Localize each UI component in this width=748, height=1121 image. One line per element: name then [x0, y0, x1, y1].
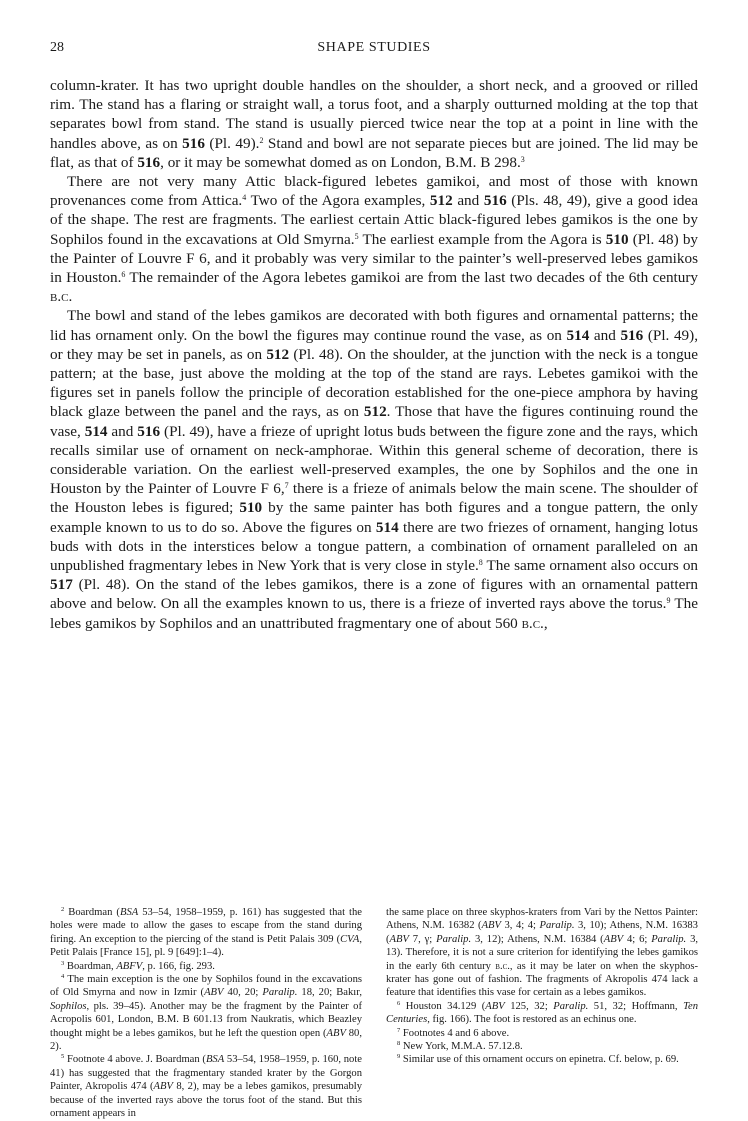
- bold-ref: 510: [239, 499, 263, 517]
- text-run: there are two friezes of ornament, hanging lotus buds with dots in the interstices below a tongue pattern, a combination of ornament paralleled on an unpublished fragmentary lebes in New York that is very close in style.: [50, 518, 698, 575]
- running-head: [50, 40, 698, 62]
- text-run: The remainder of the Agora lebetes gamikoi are from the last two decades of the 6th century: [125, 269, 699, 287]
- text-run: by the same painter has both figures and a tongue pattern, the only example known to us to do so. Above the figures on: [50, 499, 698, 536]
- text-run: 3, 12); Athens, N.M. 16384 (: [471, 933, 604, 945]
- footnote-ref: 6: [121, 270, 126, 280]
- footnote-ref: 5: [61, 1053, 65, 1061]
- italic-text: Ten Centuries: [386, 1000, 698, 1026]
- text-run: , fig. 166). The foot is restored as an echinus one.: [427, 1014, 637, 1026]
- footnotes-right-column: [386, 906, 698, 1067]
- text-run: ,: [543, 614, 548, 632]
- italic-text: ABV: [204, 987, 224, 999]
- body-text: [50, 76, 698, 633]
- footnote-ref: 9: [397, 1053, 401, 1061]
- text-run: 4; 6;: [623, 933, 652, 945]
- italic-text: ABV: [389, 933, 409, 945]
- italic-text: Paralip.: [539, 920, 575, 932]
- text-run: the same place on three skyphos-kraters from Vari by the Nettos Painter: Athens, N.M. 16382 (: [386, 907, 698, 932]
- text-run: Footnote 4 above. J. Boardman (: [64, 1054, 206, 1066]
- footnote-continuation: [386, 906, 698, 1000]
- text-run: , p. 166, fig. 293.: [142, 960, 215, 972]
- body-paragraph: [50, 172, 698, 306]
- body-paragraph: [50, 76, 698, 172]
- bold-ref: 516: [137, 153, 161, 171]
- italic-text: Paralip.: [262, 987, 298, 999]
- text-run: New York, M.M.A. 57.12.8.: [400, 1041, 523, 1053]
- italic-text: Paralip.: [553, 1000, 589, 1012]
- footnote-ref: 7: [284, 481, 289, 491]
- footnote: [386, 1053, 698, 1066]
- bold-ref: 516: [182, 134, 205, 152]
- small-caps-text: b.c.: [495, 960, 510, 972]
- text-run: The main exception is the one by Sophilos found in the excavations of Old Smyrna and now in Izmir (: [50, 974, 362, 999]
- italic-text: ABV: [326, 1027, 346, 1039]
- footnote-ref: 3: [520, 154, 525, 164]
- bold-ref: 516: [483, 192, 507, 210]
- text-run: 40, 20;: [223, 987, 263, 999]
- bold-ref: 512: [266, 345, 290, 363]
- footnote-ref: 8: [397, 1040, 401, 1048]
- text-run: The same ornament also occurs on: [482, 557, 699, 575]
- footnote: [50, 973, 362, 1053]
- footnote-ref: 4: [61, 973, 65, 981]
- text-run: Similar use of this ornament occurs on epinetra. Cf. below, p. 69.: [400, 1054, 679, 1066]
- text-run: (Pl. 48) by the Painter of Louvre F 6, and it probably was very similar to the painter’s well-preserved lebes gamikos in Houston.: [50, 230, 699, 287]
- footnote: [386, 1027, 698, 1040]
- italic-text: Paralip.: [651, 933, 687, 945]
- text-run: (Pl. 48). On the shoulder, at the junction with the neck is a tongue pattern; at the base, just above the molding at the top of the stand are rays. Lebetes gamikoi with the figures set in panels follow the principle of decoration established for the one-piece amphora by having black glaze between the panel and the rays, as on: [50, 345, 698, 421]
- text-run: (Pl. 49), have a frieze of upright lotus buds between the figure zone and the rays, which recalls similar use of ornament on neck-amphorae. Within this general scheme of decoration, there is considerable variation. On the earliest well-preserved examples, the one by Sophilos and the one in Houston by the Painter of Louvre F 6,: [50, 422, 698, 498]
- footnote-ref: 2: [61, 906, 65, 913]
- italic-text: BSA: [205, 1054, 225, 1066]
- text-run: and: [589, 326, 621, 344]
- footnote-ref: 2: [259, 135, 264, 145]
- bold-ref: 516: [137, 422, 161, 440]
- text-run: , or it may be somewhat domed as on London, B.M. B 298.: [160, 153, 521, 171]
- text-run: 3, 10); Athens, N.M. 16383 (: [386, 920, 698, 945]
- text-run: (Pl. 49), or they may be set in panels, as on: [50, 326, 699, 363]
- text-run: Stand and bowl are not separate pieces but are joined. The lid may be flat, as that of: [50, 134, 699, 171]
- footnote-ref: 4: [242, 193, 247, 203]
- text-run: 7, γ;: [408, 933, 437, 945]
- small-caps-text: b.c.: [521, 614, 544, 632]
- text-run: (Pls. 48, 49), give a good idea of the shape. The rest are fragments. The earliest certain Attic black-figured lebes gamikos is the one by Sophilos found in the excavations at Old Smyrna.: [50, 192, 698, 248]
- text-run: Two of the Agora examples,: [246, 192, 430, 210]
- running-title: SHAPE STUDIES: [317, 40, 431, 55]
- italic-text: ABV: [481, 920, 501, 932]
- footnote-ref: 8: [478, 558, 483, 568]
- text-run: 53–54, 1958–1959, p. 161) has suggested that the holes were made to allow the gases to escape from the stand during firing. An exception to the piercing of the stand is Petit Palais 309 (: [50, 907, 362, 945]
- text-run: Boardman (: [64, 907, 120, 918]
- footnote: [50, 960, 362, 973]
- text-run: , as it may be later on when the skyphos-krater has gone out of fashion. The fragments of Akropolis 474 lack a feature that identifies this vase for certain as a lebes gamikos.: [386, 960, 698, 999]
- bold-ref: 510: [605, 230, 629, 248]
- footnotes-left-column: [50, 906, 362, 1121]
- footnote: [50, 906, 362, 960]
- italic-text: BSA: [119, 907, 139, 918]
- text-run: 3, 4; 4;: [501, 920, 540, 932]
- bold-ref: 514: [375, 518, 399, 536]
- text-run: 80, 2).: [50, 1027, 362, 1053]
- italic-text: ABFV: [116, 960, 143, 972]
- footnote: [386, 1040, 698, 1053]
- body-paragraph: [50, 306, 698, 632]
- bold-ref: 514: [84, 422, 108, 440]
- text-run: column-krater. It has two upright double handles on the shoulder, a short neck, and a grooved or rilled rim. The stand has a flaring or straight wall, a torus foot, and a sharply outturned molding at the top that separates bowl from stand. The stand is usually pierced twice near the top at a point in line with the handles above, as on: [50, 77, 698, 152]
- bold-ref: 512: [429, 192, 453, 210]
- italic-text: Paralip.: [436, 933, 472, 945]
- page-number: 28: [50, 40, 64, 55]
- italic-text: CVA: [340, 933, 360, 945]
- bold-ref: 512: [363, 403, 387, 421]
- italic-text: Sophilos: [50, 1000, 87, 1012]
- italic-text: ABV: [485, 1000, 505, 1012]
- bold-ref: 516: [620, 326, 644, 344]
- footnote-ref: 3: [61, 959, 65, 967]
- text-run: , pls. 39–45). Another may be the fragment by the Painter of Acropolis 601, London, B.M. B 601.13 from Naukratis, which Beazley thought might be a lebes gamikos, but he left the question open (: [50, 1000, 362, 1039]
- text-run: and: [107, 422, 138, 440]
- text-run: (Pl. 48). On the stand of the lebes gamikos, there is a zone of figures with an ornamental pattern above and below. On all the examples known to us, there is a frieze of inverted rays above the torus.: [50, 576, 698, 613]
- bold-ref: 514: [566, 326, 590, 344]
- bold-ref: 517: [50, 576, 73, 594]
- footnote-ref: 6: [397, 999, 401, 1007]
- footnote-ref: 9: [666, 596, 671, 606]
- footnote: [50, 1053, 362, 1120]
- text-run: (Pl. 49).: [204, 134, 260, 152]
- text-run: There are not very many Attic black-figured lebetes gamikoi, and most of those with known provenances come from Attica.: [50, 173, 698, 210]
- italic-text: ABV: [603, 933, 624, 945]
- text-run: 3, 13). Therefore, it is not a sure criterion for identifying the lebes gamikos in the early 6th century: [386, 933, 699, 972]
- text-run: 125, 32;: [504, 1000, 554, 1012]
- italic-text: ABV: [153, 1081, 173, 1093]
- footnote-ref: 7: [397, 1026, 401, 1034]
- footnote-ref: 5: [354, 231, 359, 241]
- footnote: [386, 1000, 698, 1027]
- text-run: The lebes gamikos by Sophilos and an unattributed fragmentary one of about 560: [50, 595, 698, 632]
- text-run: there is a frieze of animals below the main scene. The shoulder of the Houston lebes is figured;: [50, 480, 698, 517]
- text-run: 8, 2), may be a lebes gamikos, presumably because of the inverted rays above the torus foot of the stand. But this ornament appears in: [50, 1081, 362, 1120]
- text-run: 18, 20; Bakır,: [297, 987, 362, 999]
- text-run: 53–54, 1958–1959, p. 160, note 41) has suggested that the fragmentary standed krater by the Gorgon Painter, Akropolis 474 (: [50, 1054, 362, 1093]
- text-run: The bowl and stand of the lebes gamikos are decorated with both figures and ornamental patterns; the lid has ornament only. On the bowl the figures may continue round the vase, as on: [50, 307, 698, 344]
- text-run: The earliest example from the Agora is: [358, 230, 606, 248]
- text-run: 51, 32; Hoffmann,: [588, 1000, 684, 1012]
- text-run: , Petit Palais [France 15], pl. 9 [649]:1–4).: [50, 933, 362, 959]
- text-run: and: [452, 192, 484, 210]
- text-run: Houston 34.129 (: [400, 1000, 486, 1012]
- text-run: . Those that have the figures continuing round the vase,: [50, 403, 698, 440]
- text-run: Footnotes 4 and 6 above.: [400, 1027, 510, 1039]
- text-run: Boardman,: [64, 960, 117, 972]
- small-caps-text: b.c.: [50, 288, 73, 306]
